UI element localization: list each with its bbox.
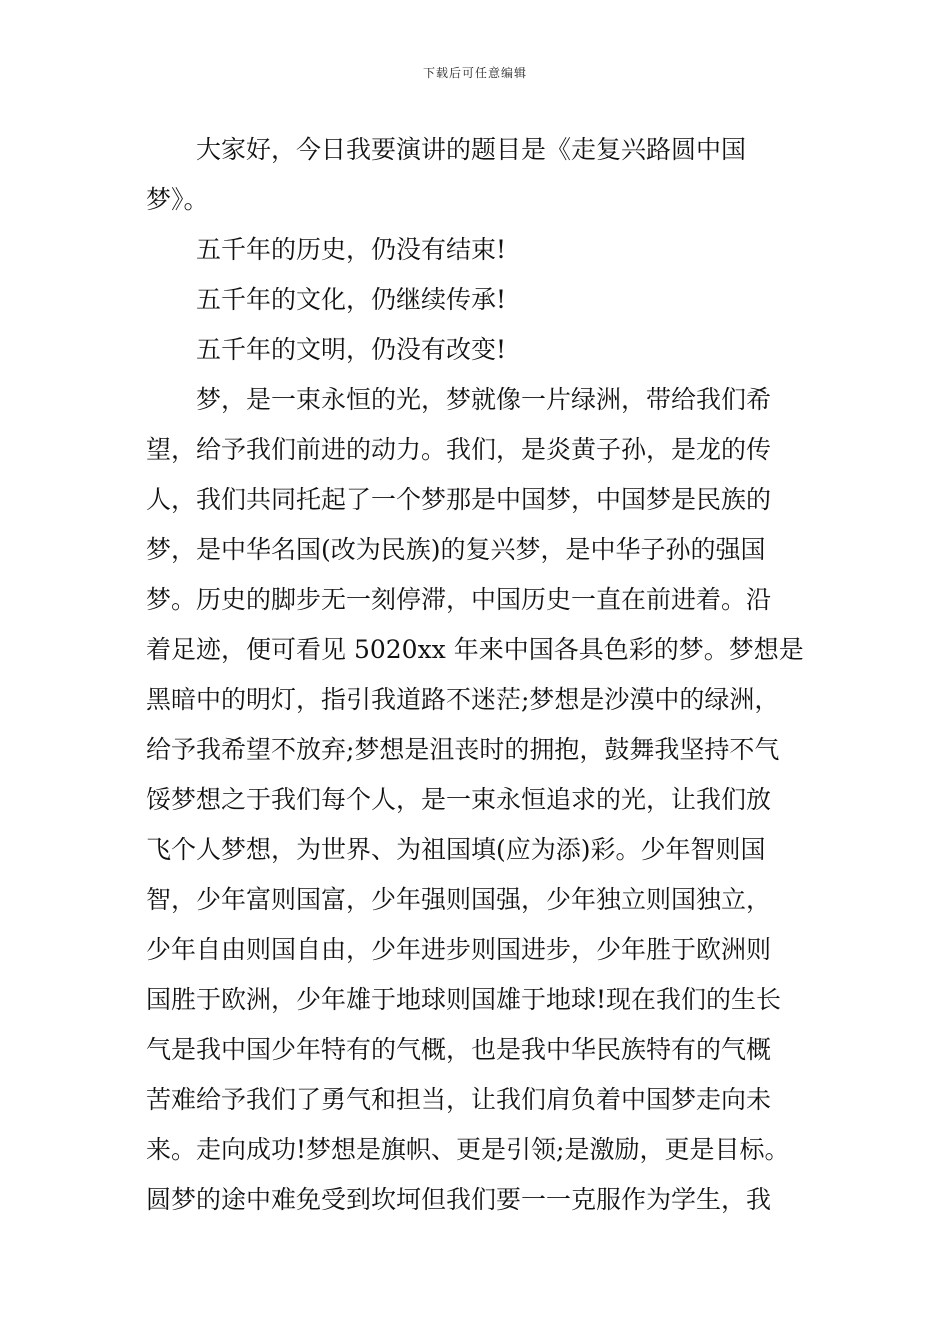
paragraph-line: 梦》。	[146, 185, 209, 214]
paragraph-line: 大家好，今日我要演讲的题目是《走复兴路圆中国	[196, 135, 747, 164]
paragraph-line: 馁梦想之于我们每个人，是一束永恒追求的光，让我们放	[146, 785, 772, 814]
paragraph-line: 五千年的文明，仍没有改变!	[196, 335, 507, 364]
paragraph-line: 梦。历史的脚步无一刻停滞，中国历史一直在前进着。沿	[146, 585, 772, 614]
paragraph-line: 国胜于欧洲，少年雄于地球则国雄于地球!现在我们的生长	[146, 985, 782, 1014]
paragraph-line: 梦，是一束永恒的光，梦就像一片绿洲，带给我们希	[196, 385, 772, 414]
paragraph-line: 着足迹，便可看见 5020xx 年来中国各具色彩的梦。梦想是	[146, 635, 804, 664]
page-header: 下载后可任意编辑	[422, 66, 527, 80]
paragraph-line: 黑暗中的明灯，指引我道路不迷茫;梦想是沙漠中的绿洲，	[146, 685, 780, 714]
paragraph-line: 五千年的历史，仍没有结束!	[196, 235, 507, 264]
paragraph-line: 少年自由则国自由，少年进步则国进步，少年胜于欧洲则	[146, 935, 772, 964]
paragraph-line: 五千年的文化，仍继续传承!	[196, 285, 507, 314]
paragraph-line: 人，我们共同托起了一个梦那是中国梦，中国梦是民族的	[146, 485, 772, 514]
paragraph-line: 来。走向成功!梦想是旗帜、更是引领;是激励，更是目标。	[146, 1135, 790, 1164]
paragraph-line: 苦难给予我们了勇气和担当，让我们肩负着中国梦走向未	[146, 1085, 772, 1114]
paragraph-line: 智，少年富则国富，少年强则国强，少年独立则国独立，	[146, 885, 772, 914]
paragraph-line: 气是我中国少年特有的气概，也是我中华民族特有的气概	[146, 1035, 772, 1064]
paragraph-line: 望，给予我们前进的动力。我们，是炎黄子孙，是龙的传	[146, 435, 772, 464]
paragraph-line: 给予我希望不放弃;梦想是沮丧时的拥抱，鼓舞我坚持不气	[146, 735, 780, 764]
paragraph-line: 梦，是中华名国(改为民族)的复兴梦，是中华子孙的强国	[146, 535, 766, 564]
paragraph-line: 圆梦的途中难免受到坎坷但我们要一一克服作为学生，我	[146, 1185, 772, 1214]
paragraph-line: 飞个人梦想，为世界、为祖国填(应为添)彩。少年智则国	[146, 835, 766, 864]
